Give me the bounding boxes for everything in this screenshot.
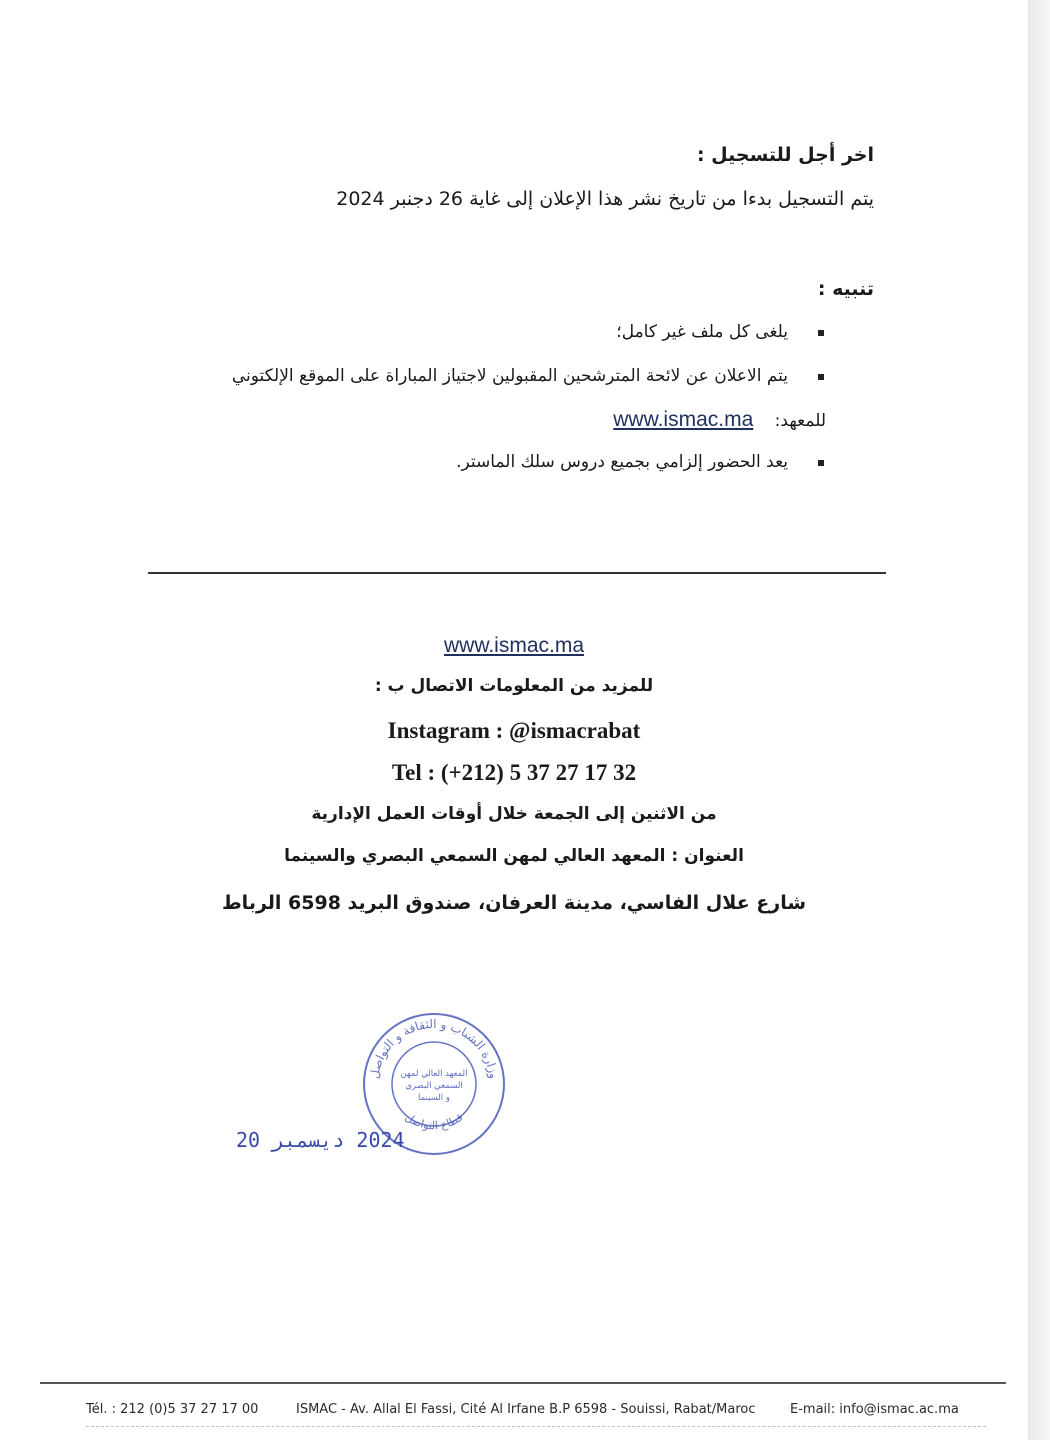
contact-website-link[interactable]: www.ismac.ma bbox=[443, 634, 585, 657]
footer-divider bbox=[40, 1382, 1006, 1384]
svg-text:المعهد العالي لمهن: المعهد العالي لمهن bbox=[400, 1069, 468, 1079]
contact-instagram: Instagram : @ismacrabat bbox=[387, 718, 641, 743]
svg-text:قطاع التواصل bbox=[403, 1110, 466, 1132]
stamp-date: 2024 ديسمبر 20 bbox=[236, 1128, 405, 1152]
registration-deadline-title: اخر أجل للتسجيل : bbox=[696, 144, 874, 166]
contact-hours: من الاثنين إلى الجمعة خلال أوقات العمل الإدارية bbox=[311, 804, 717, 824]
institute-label: للمعهد: bbox=[774, 411, 826, 431]
contact-phone: Tel : (+212) 5 37 27 17 32 bbox=[391, 760, 637, 785]
contact-website bbox=[0, 634, 1028, 658]
footer-address: ISMAC - Av. Allal El Fassi, Cité Al Irfane B.P 6598 - Souissi, Rabat/Maroc bbox=[296, 1402, 756, 1417]
contact-address-label: العنوان : المعهد العالي لمهن السمعي البصري والسينما bbox=[284, 846, 744, 866]
svg-text:السمعي البصري: السمعي البصري bbox=[405, 1081, 463, 1091]
footer-cut-line bbox=[86, 1426, 986, 1433]
notice-item-incomplete-file: يلغى كل ملف غير كامل؛ bbox=[616, 322, 788, 342]
notice-title: تنبيه : bbox=[817, 278, 874, 300]
contact-address: شارع علال الفاسي، مدينة العرفان، صندوق البريد 6598 الرباط bbox=[221, 892, 807, 914]
section-divider bbox=[148, 572, 886, 574]
institute-website-link[interactable]: www.ismac.ma bbox=[613, 408, 754, 431]
scan-edge bbox=[1028, 0, 1050, 1440]
stamp-bottom-text: قطاع التواصل bbox=[402, 1110, 466, 1133]
footer-email: E-mail: info@ismac.ac.ma bbox=[790, 1402, 959, 1417]
notice-item-site-line bbox=[613, 408, 826, 432]
notice-item-attendance: يعد الحضور إلزامي بجميع دروس سلك الماستر. bbox=[456, 452, 788, 472]
stamp-outer-text: وزارة الشباب و الثقافة و التواصل bbox=[367, 1016, 501, 1080]
registration-deadline-text: يتم التسجيل بدءا من تاريخ نشر هذا الإعلان إلى غاية 26 دجنبر 2024 bbox=[336, 188, 874, 210]
notice-item-admitted-list: يتم الاعلان عن لائحة المترشحين المقبولين لاجتياز المباراة على الموقع الإلكتوني bbox=[231, 366, 788, 386]
footer-phone: Tél. : 212 (0)5 37 27 17 00 bbox=[86, 1402, 259, 1417]
contact-more-info: للمزيد من المعلومات الاتصال ب : bbox=[374, 676, 654, 696]
svg-text:و السينما: و السينما bbox=[418, 1093, 450, 1103]
